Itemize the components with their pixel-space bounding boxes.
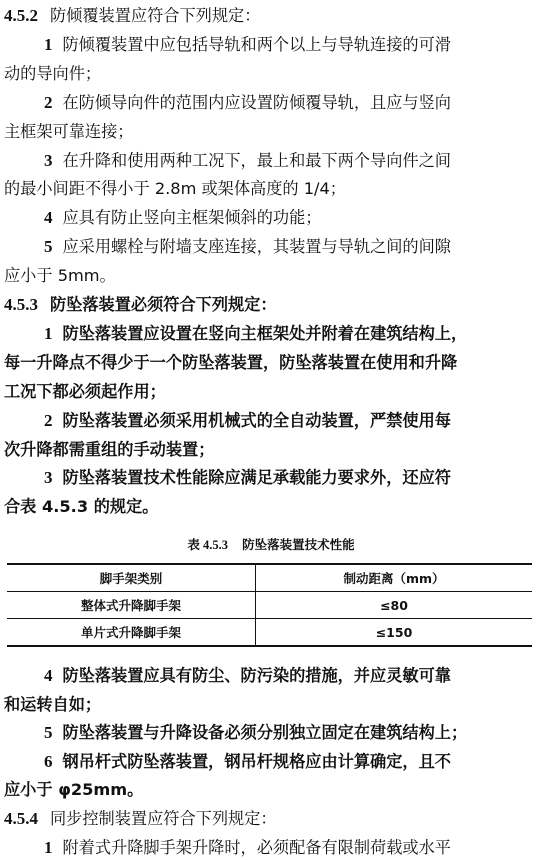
line-text: 在防倾导向件的范围内应设置防倾覆导轨，且应与竖向 — [62, 92, 451, 112]
clause-line — [0, 208, 542, 228]
line-text: 应小于 5mm。 — [4, 266, 116, 286]
continuation-line — [0, 266, 542, 286]
line-text: 防坠落装置应设置在竖向主框架处并附着在建筑结构上， — [62, 323, 468, 343]
line-text: 防坠落装置应具有防尘、防污染的措施，并应灵敏可靠 — [62, 666, 451, 685]
clause-line — [0, 237, 542, 257]
continuation-line — [0, 179, 542, 199]
line-text: 防倾覆装置中应包括导轨和两个以上与导轨连接的可滑 — [62, 34, 451, 54]
table-row — [7, 592, 532, 619]
clause-line — [0, 324, 542, 344]
clause-line — [0, 809, 542, 829]
line-text: 同步控制装置应符合下列规定： — [50, 809, 277, 828]
line-text: 附着式升降脚手架升降时，必须配备有限制荷载或水平 — [62, 837, 451, 857]
continuation-line — [0, 64, 542, 84]
item-number: 4 — [44, 666, 53, 685]
line-text: 在升降和使用两种工况下，最上和最下两个导向件之间 — [62, 150, 451, 170]
line-text: 应具有防止竖向主框架倾斜的功能； — [62, 208, 322, 228]
table-header-row — [7, 564, 532, 592]
item-number: 4 — [44, 208, 53, 228]
line-text: 的最小间距不得小于 2.8m 或架体高度的 1/4； — [4, 179, 346, 199]
item-number: 3 — [44, 150, 53, 170]
braking-distance-table — [7, 563, 532, 647]
clause-line — [0, 666, 542, 686]
clause-number: 4.5.3 — [4, 295, 38, 314]
item-number: 1 — [44, 323, 53, 343]
clause-line — [0, 411, 542, 431]
clause-line — [0, 6, 542, 26]
item-number: 1 — [44, 34, 53, 54]
table-row — [7, 619, 532, 647]
continuation-line — [0, 382, 542, 402]
line-text: 动的导向件； — [4, 63, 102, 83]
item-number: 2 — [44, 410, 53, 430]
clause-number: 4.5.4 — [4, 809, 38, 828]
continuation-line — [0, 440, 542, 460]
clause-line — [0, 752, 542, 772]
table-cell-distance: ≤150 — [256, 619, 533, 647]
item-number: 5 — [44, 237, 53, 257]
continuation-line — [0, 122, 542, 142]
clause-line — [0, 35, 542, 55]
line-text: 主框架可靠连接； — [4, 121, 134, 141]
clause-number: 4.5.2 — [4, 6, 38, 25]
line-text: 工况下都必须起作用； — [4, 381, 166, 401]
line-text: 防坠落装置与升降设备必须分别独立固定在建筑结构上； — [62, 723, 468, 743]
continuation-line — [0, 497, 542, 517]
line-text: 钢吊杆式防坠落装置，钢吊杆规格应由计算确定，且不 — [62, 751, 451, 771]
line-text: 应小于 φ25mm。 — [4, 780, 144, 800]
line-text: 防坠落装置必须采用机械式的全自动装置，严禁使用每 — [62, 410, 451, 430]
line-text: 合表 4.5.3 的规定。 — [4, 497, 159, 517]
line-text: 次升降都需重组的手动装置； — [4, 439, 215, 459]
table-header-distance: 制动距离（mm） — [256, 564, 533, 592]
clause-line — [0, 723, 542, 743]
item-number: 6 — [44, 751, 53, 771]
line-text: 应采用螺栓与附墙支座连接，其装置与导轨之间的间隙 — [62, 237, 451, 257]
item-number: 3 — [44, 468, 53, 488]
clause-line — [0, 93, 542, 113]
table-header-category: 脚手架类别 — [7, 564, 256, 592]
table-caption-number: 表 4.5.3 — [187, 538, 229, 552]
table-cell-distance: ≤80 — [256, 592, 533, 619]
line-text: 防坠落装置技术性能除应满足承载能力要求外，还应符 — [62, 468, 451, 488]
item-number: 1 — [44, 837, 53, 857]
line-text: 防倾覆装置应符合下列规定： — [50, 6, 261, 25]
table-caption — [0, 537, 542, 553]
clause-line — [0, 151, 542, 171]
clause-line — [0, 838, 542, 858]
line-text: 每一升降点不得少于一个防坠落装置，防坠落装置在使用和升降 — [4, 352, 458, 372]
table-cell-category: 单片式升降脚手架 — [7, 619, 256, 647]
continuation-line — [0, 695, 542, 715]
table-caption-title: 防坠落装置技术性能 — [242, 537, 355, 552]
table-cell-category: 整体式升降脚手架 — [7, 592, 256, 619]
item-number: 5 — [44, 723, 53, 743]
clause-line — [0, 468, 542, 488]
continuation-line — [0, 780, 542, 800]
line-text: 防坠落装置必须符合下列规定： — [50, 295, 277, 314]
clause-line — [0, 295, 542, 315]
line-text: 和运转自如； — [4, 694, 102, 714]
item-number: 2 — [44, 92, 53, 112]
continuation-line — [0, 353, 542, 373]
